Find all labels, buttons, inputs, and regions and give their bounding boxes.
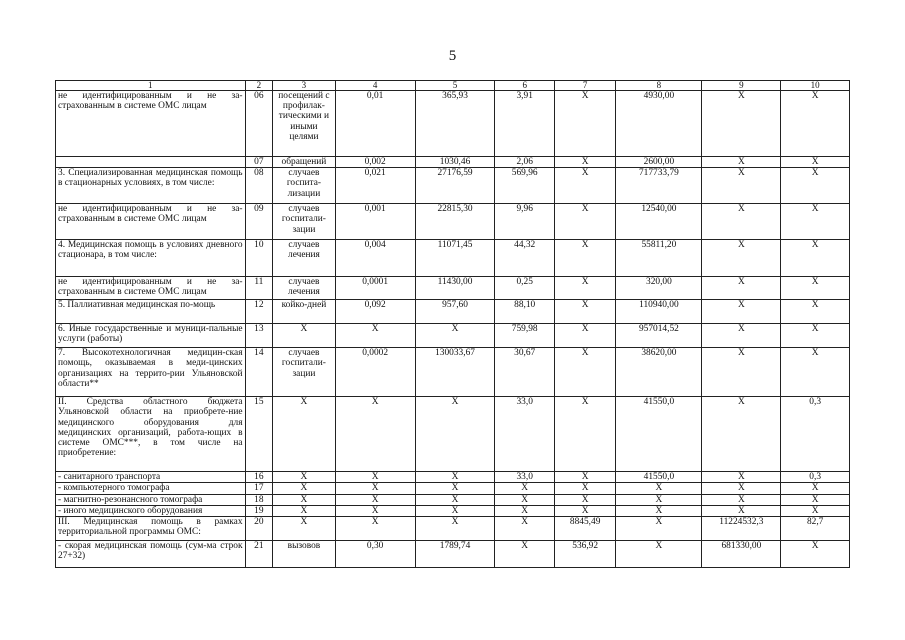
table-cell: X — [415, 494, 495, 505]
table-cell: X — [554, 494, 615, 505]
table-cell: 27176,59 — [415, 168, 495, 204]
table-cell: обращений — [273, 157, 335, 168]
table-cell: X — [273, 397, 335, 472]
table-cell: X — [273, 505, 335, 516]
table-cell: 33,0 — [495, 472, 554, 483]
table-cell: X — [554, 168, 615, 204]
row-label-cell: не идентифицированным и не за-страхованным в системе ОМС лицам — [56, 91, 246, 157]
table-row — [56, 157, 850, 168]
table-cell: X — [781, 157, 850, 168]
table-cell: X — [495, 494, 554, 505]
table-cell: 12540,00 — [616, 204, 702, 240]
header-cell: 9 — [702, 81, 781, 91]
table-cell: 0,3 — [781, 397, 850, 472]
header-cell: 5 — [415, 81, 495, 91]
table-cell: X — [415, 324, 495, 348]
table-cell: койко-дней — [273, 300, 335, 324]
table-cell: 0,3 — [781, 472, 850, 483]
table-cell: X — [781, 348, 850, 397]
table-cell: случаев госпитали-зации — [273, 348, 335, 397]
table-cell: 0,25 — [495, 277, 554, 300]
table-cell: 18 — [245, 494, 273, 505]
table-cell: X — [781, 91, 850, 157]
table-cell: X — [495, 483, 554, 494]
table-cell: 09 — [245, 204, 273, 240]
table-cell: 536,92 — [554, 541, 615, 568]
row-label-cell: - магнитно-резонансного томографа — [56, 494, 246, 505]
table-cell: X — [702, 472, 781, 483]
table-cell: X — [273, 483, 335, 494]
row-label-cell — [56, 157, 246, 168]
table-cell: X — [554, 277, 615, 300]
table-cell: 21 — [245, 541, 273, 568]
table-cell: 0,002 — [335, 157, 415, 168]
table-cell: 38620,00 — [616, 348, 702, 397]
table-cell: X — [554, 505, 615, 516]
table-cell: X — [616, 483, 702, 494]
row-label-cell: не идентифицированным и не за-страхованным в системе ОМС лицам — [56, 277, 246, 300]
table-cell: X — [335, 517, 415, 541]
table-cell: 11 — [245, 277, 273, 300]
table-row — [56, 91, 850, 157]
header-cell: 7 — [554, 81, 615, 91]
table-cell: 11224532,3 — [702, 517, 781, 541]
table-row — [56, 168, 850, 204]
table-cell: X — [702, 324, 781, 348]
row-label-cell: II. Средства областного бюджета Ульяновской области на приобрете-ние медицинского оборудования для медицинских организаций, работа-ющих в системе ОМС***, в том числе на приобретение: — [56, 397, 246, 472]
table-row — [56, 300, 850, 324]
table-cell: 4930,00 — [616, 91, 702, 157]
table-cell: X — [702, 240, 781, 277]
table-cell: 19 — [245, 505, 273, 516]
header-cell: 8 — [616, 81, 702, 91]
table-cell: X — [554, 91, 615, 157]
table-cell: 20 — [245, 517, 273, 541]
table-cell: X — [554, 397, 615, 472]
table-cell: X — [415, 505, 495, 516]
table-cell: 365,93 — [415, 91, 495, 157]
table-row — [56, 348, 850, 397]
table-cell: X — [273, 324, 335, 348]
table-cell: X — [781, 483, 850, 494]
table-cell: X — [616, 517, 702, 541]
table-row — [56, 324, 850, 348]
table-cell: X — [781, 300, 850, 324]
row-label-cell: 4. Медицинская помощь в условиях дневного стационара, в том числе: — [56, 240, 246, 277]
table-cell: X — [702, 300, 781, 324]
table-cell: X — [702, 397, 781, 472]
table-cell: 0,092 — [335, 300, 415, 324]
table-cell: 14 — [245, 348, 273, 397]
table-cell: 16 — [245, 472, 273, 483]
table-cell: 0,01 — [335, 91, 415, 157]
table-row — [56, 505, 850, 516]
table-cell: X — [415, 517, 495, 541]
table-cell: 88,10 — [495, 300, 554, 324]
header-cell: 10 — [781, 81, 850, 91]
table-row — [56, 277, 850, 300]
row-label-cell: III. Медицинская помощь в рамках территориальной программы ОМС: — [56, 517, 246, 541]
table-cell: X — [781, 204, 850, 240]
table-cell: X — [415, 472, 495, 483]
table-cell: 8845,49 — [554, 517, 615, 541]
table-cell: X — [616, 505, 702, 516]
table-cell: 717733,79 — [616, 168, 702, 204]
table-cell: 957,60 — [415, 300, 495, 324]
table-cell: X — [781, 505, 850, 516]
table-cell: 08 — [245, 168, 273, 204]
table-cell: X — [781, 541, 850, 568]
table-cell: 1789,74 — [415, 541, 495, 568]
header-row — [56, 81, 850, 91]
table-row — [56, 397, 850, 472]
table-cell: X — [781, 324, 850, 348]
table-cell: 22815,30 — [415, 204, 495, 240]
table-cell: X — [335, 472, 415, 483]
table-cell: X — [335, 494, 415, 505]
table-cell: X — [554, 483, 615, 494]
table-cell: X — [554, 348, 615, 397]
table-cell: X — [616, 541, 702, 568]
table-cell: 1030,46 — [415, 157, 495, 168]
header-cell: 3 — [273, 81, 335, 91]
table-cell: X — [554, 300, 615, 324]
row-label-cell: - иного медицинского оборудования — [56, 505, 246, 516]
table-cell: X — [495, 517, 554, 541]
table-cell: случаев госпита-лизации — [273, 168, 335, 204]
table-cell: X — [781, 277, 850, 300]
table-cell: X — [335, 324, 415, 348]
table-cell: 10 — [245, 240, 273, 277]
table-cell: X — [495, 505, 554, 516]
table-cell: 0,0001 — [335, 277, 415, 300]
row-label-cell: 6. Иные государственные и муници-пальные услуги (работы) — [56, 324, 246, 348]
table-cell: X — [273, 494, 335, 505]
table-cell: X — [702, 348, 781, 397]
table-cell: X — [702, 91, 781, 157]
table-cell: X — [415, 397, 495, 472]
table-row — [56, 204, 850, 240]
table-cell: 9,96 — [495, 204, 554, 240]
table-cell: 681330,00 — [702, 541, 781, 568]
row-label-cell: - скорая медицинская помощь (сум-ма строк 27+32) — [56, 541, 246, 568]
table-cell: 44,32 — [495, 240, 554, 277]
table-cell: X — [781, 494, 850, 505]
table-cell: 15 — [245, 397, 273, 472]
row-label-cell: 7. Высокотехнологичная медицин-ская помощь, оказываемая в меди-цинских организациях на террито-рии Ульяновской области** — [56, 348, 246, 397]
table-row — [56, 240, 850, 277]
table-cell: X — [273, 472, 335, 483]
data-table — [55, 80, 850, 568]
table-cell: 12 — [245, 300, 273, 324]
table-cell: X — [781, 240, 850, 277]
table-cell: 2600,00 — [616, 157, 702, 168]
table-cell: X — [702, 157, 781, 168]
row-label-cell: - санитарного транспорта — [56, 472, 246, 483]
table-cell: X — [702, 494, 781, 505]
table-row — [56, 541, 850, 568]
table-cell: X — [335, 505, 415, 516]
table-cell: 41550,0 — [616, 472, 702, 483]
table-row — [56, 517, 850, 541]
row-label-cell: 5. Паллиативная медицинская по-мощь — [56, 300, 246, 324]
table-cell: X — [781, 168, 850, 204]
table-cell: 33,0 — [495, 397, 554, 472]
table-cell: посещений с профилак-тическими и иными целями — [273, 91, 335, 157]
table-cell: 17 — [245, 483, 273, 494]
table-cell: 07 — [245, 157, 273, 168]
table-row — [56, 472, 850, 483]
table-cell: 11430,00 — [415, 277, 495, 300]
table-cell: случаев лечения — [273, 240, 335, 277]
table-cell: 30,67 — [495, 348, 554, 397]
table-cell: X — [335, 483, 415, 494]
table-cell: 0,0002 — [335, 348, 415, 397]
table-cell: 0,021 — [335, 168, 415, 204]
table-cell: 957014,52 — [616, 324, 702, 348]
table-cell: 41550,0 — [616, 397, 702, 472]
table-cell: 2,06 — [495, 157, 554, 168]
table-cell: X — [335, 397, 415, 472]
header-cell: 6 — [495, 81, 554, 91]
row-label-cell: - компьютерного томографа — [56, 483, 246, 494]
table-cell: случаев лечения — [273, 277, 335, 300]
table-cell: 320,00 — [616, 277, 702, 300]
table-cell: 110940,00 — [616, 300, 702, 324]
header-cell: 4 — [335, 81, 415, 91]
table-cell: X — [554, 324, 615, 348]
table-row — [56, 494, 850, 505]
table-cell: 130033,67 — [415, 348, 495, 397]
page-number: 5 — [448, 48, 457, 64]
table-cell: 759,98 — [495, 324, 554, 348]
table-row — [56, 483, 850, 494]
table-cell: X — [702, 505, 781, 516]
table-cell: 0,001 — [335, 204, 415, 240]
table-cell: 11071,45 — [415, 240, 495, 277]
table-cell: X — [702, 204, 781, 240]
table-cell: вызовов — [273, 541, 335, 568]
table-cell: 82,7 — [781, 517, 850, 541]
table-cell: X — [554, 472, 615, 483]
table-cell: X — [415, 483, 495, 494]
table-cell: 0,30 — [335, 541, 415, 568]
table-cell: X — [702, 483, 781, 494]
header-cell: 2 — [245, 81, 273, 91]
table-cell: 0,004 — [335, 240, 415, 277]
table-cell: X — [702, 277, 781, 300]
table-cell: X — [554, 157, 615, 168]
table-cell: X — [554, 240, 615, 277]
table-cell: X — [554, 204, 615, 240]
row-label-cell: 3. Специализированная медицинская помощь в стационарных условиях, в том числе: — [56, 168, 246, 204]
table-cell: 13 — [245, 324, 273, 348]
table-cell: 3,91 — [495, 91, 554, 157]
row-label-cell: не идентифицированным и не за-страхованным в системе ОМС лицам — [56, 204, 246, 240]
table-cell: случаев госпитали-зации — [273, 204, 335, 240]
table-cell: 55811,20 — [616, 240, 702, 277]
table-cell: X — [702, 168, 781, 204]
header-cell: 1 — [56, 81, 246, 91]
table-cell: X — [495, 541, 554, 568]
table-cell: 06 — [245, 91, 273, 157]
table-cell: X — [616, 494, 702, 505]
table-cell: X — [273, 517, 335, 541]
table-cell: 569,96 — [495, 168, 554, 204]
